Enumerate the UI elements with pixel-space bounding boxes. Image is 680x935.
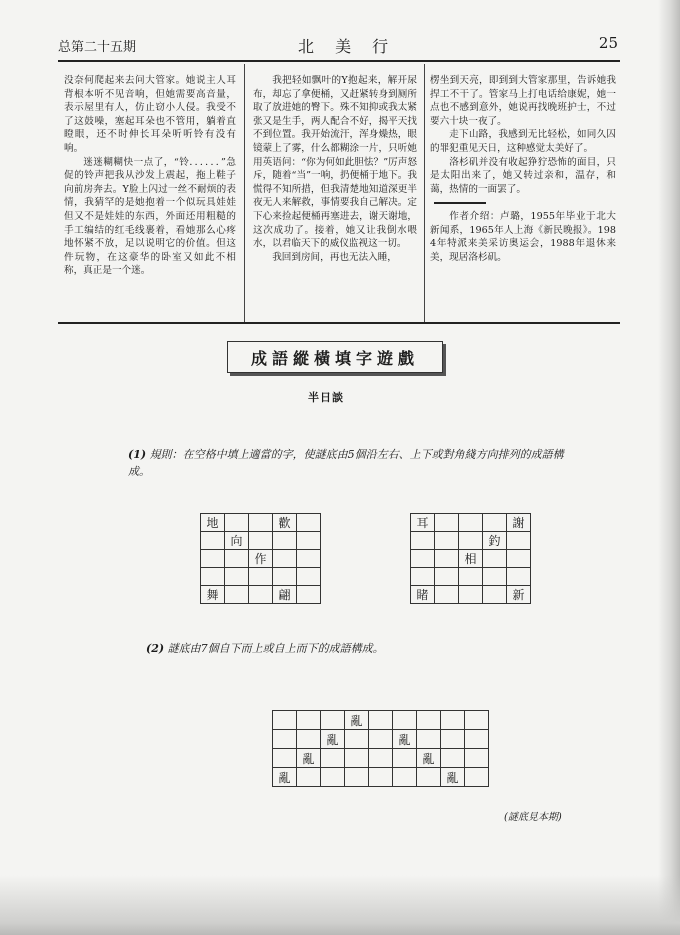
grid-cell-empty[interactable] bbox=[297, 550, 321, 568]
grid-cell-empty[interactable] bbox=[411, 568, 435, 586]
grid-cell-empty[interactable] bbox=[393, 749, 417, 768]
grid-cell-empty[interactable] bbox=[465, 730, 489, 749]
grid-cell-empty[interactable] bbox=[417, 768, 441, 787]
grid-cell-given: 作 bbox=[249, 550, 273, 568]
magazine-title: 北 美 行 bbox=[298, 37, 397, 56]
grid-cell-empty[interactable] bbox=[441, 730, 465, 749]
article-column-2 bbox=[253, 74, 417, 264]
grid-cell-empty[interactable] bbox=[273, 568, 297, 586]
grid-cell-empty[interactable] bbox=[417, 730, 441, 749]
grid-cell-empty[interactable] bbox=[441, 749, 465, 768]
page-bottom-shadow bbox=[0, 875, 680, 935]
grid-cell-empty[interactable] bbox=[435, 568, 459, 586]
grid-cell-given: 亂 bbox=[441, 768, 465, 787]
grid-cell-empty[interactable] bbox=[435, 532, 459, 550]
grid-cell-empty[interactable] bbox=[441, 711, 465, 730]
grid-cell-empty[interactable] bbox=[321, 711, 345, 730]
grid-cell-given: 亂 bbox=[417, 749, 441, 768]
grid-cell-given: 謝 bbox=[507, 514, 531, 532]
article-paragraph: 迷迷糊糊快一点了，“铃．．．．．．”急促的铃声把我从沙发上震起，拖上鞋子向前房奔去。Y脸上闪过一丝不耐烦的表情，我猜罕的是她抱着一个似玩具娃娃但又不是娃娃的东西，外面还用粗糙的手工编结的红毛线裹着，看她那么心疼地怀紧不放，足以说明它的价值。但这件玩物，在这豪华的卧室又如此不相称，真正是一个迷。 bbox=[64, 156, 236, 277]
issue-label: 总第二十五期 bbox=[58, 40, 137, 55]
grid-cell-empty[interactable] bbox=[297, 768, 321, 787]
grid-row bbox=[201, 586, 321, 604]
grid-cell-empty[interactable] bbox=[321, 768, 345, 787]
crossword-grid-c bbox=[272, 710, 489, 787]
rule-1-text: 規則：在空格中填上適當的字，使謎底由5個沿左右、上下或對角綫方向排列的成語構成。 bbox=[128, 448, 564, 478]
grid-cell-empty[interactable] bbox=[459, 532, 483, 550]
article-paragraph: 洛杉矶并没有收起狰狞恐怖的面目，只是太阳出来了，她又转过亲和，温存，和蔼，热情的一面罢了。 bbox=[430, 156, 616, 195]
grid-cell-empty[interactable] bbox=[459, 568, 483, 586]
grid-cell-empty[interactable] bbox=[369, 749, 393, 768]
grid-cell-empty[interactable] bbox=[393, 711, 417, 730]
grid-cell-given: 亂 bbox=[393, 730, 417, 749]
grid-row bbox=[201, 532, 321, 550]
grid-cell-empty[interactable] bbox=[393, 768, 417, 787]
article-column-1 bbox=[64, 74, 236, 278]
grid-cell-empty[interactable] bbox=[249, 514, 273, 532]
rule-2-text: 謎底由7個自下而上或自上而下的成語構成。 bbox=[167, 642, 384, 655]
grid-row bbox=[411, 586, 531, 604]
grid-cell-empty[interactable] bbox=[507, 550, 531, 568]
rule-1 bbox=[128, 446, 568, 480]
grid-cell-empty[interactable] bbox=[225, 514, 249, 532]
grid-cell-empty[interactable] bbox=[321, 749, 345, 768]
grid-row bbox=[201, 514, 321, 532]
grid-cell-empty[interactable] bbox=[345, 749, 369, 768]
puzzle-title-text: 成語縱橫填字遊戲 bbox=[250, 348, 419, 368]
grid-cell-empty[interactable] bbox=[369, 711, 393, 730]
grid-row bbox=[273, 768, 489, 787]
grid-cell-empty[interactable] bbox=[417, 711, 441, 730]
grid-cell-empty[interactable] bbox=[297, 568, 321, 586]
grid-cell-empty[interactable] bbox=[297, 532, 321, 550]
grid-cell-empty[interactable] bbox=[507, 568, 531, 586]
grid-cell-empty[interactable] bbox=[483, 514, 507, 532]
article-paragraph: 楞坐到天亮，即到到大管家那里，告诉她我捍工不干了。管家马上打电话给康妮，她一点也不感到意外，她说再找晚班护士，不过要六十块一夜了。 bbox=[430, 75, 616, 127]
grid-cell-empty[interactable] bbox=[201, 568, 225, 586]
grid-cell-given: 耳 bbox=[411, 514, 435, 532]
grid-cell-empty[interactable] bbox=[297, 730, 321, 749]
grid-cell-given: 新 bbox=[507, 586, 531, 604]
grid-cell-empty[interactable] bbox=[411, 532, 435, 550]
grid-cell-given: 釣 bbox=[483, 532, 507, 550]
grid-cell-empty[interactable] bbox=[273, 730, 297, 749]
grid-cell-empty[interactable] bbox=[435, 586, 459, 604]
grid-cell-empty[interactable] bbox=[369, 768, 393, 787]
puzzle-title bbox=[227, 341, 443, 373]
article-column-3 bbox=[430, 74, 616, 264]
grid-cell-empty[interactable] bbox=[459, 514, 483, 532]
article-paragraph: 我回到房间，再也无法入睡， bbox=[272, 251, 397, 263]
grid-cell-given: 亂 bbox=[273, 768, 297, 787]
grid-cell-empty[interactable] bbox=[297, 711, 321, 730]
grid-row bbox=[411, 514, 531, 532]
grid-cell-empty[interactable] bbox=[273, 550, 297, 568]
grid-cell-given: 歡 bbox=[273, 514, 297, 532]
grid-cell-empty[interactable] bbox=[249, 586, 273, 604]
grid-cell-empty[interactable] bbox=[465, 711, 489, 730]
page-edge-shadow bbox=[658, 0, 680, 935]
article-paragraph: 我把轻如飘叶的Y抱起来，解开尿布，却忘了拿便桶，又赶紧转身到厕所取了放进她的臀下。殊不知抑或我太紧张又是生手，两人配合不好，揭平天找不到位置。我开始流汗，浑身燥热，眼镜蒙上了雾，什么都糊涂一片，只听她用英语问：“你为何如此胆怯？”厉声怒斥，随着“当”一响，扔便桶于地下。我慌得不知所措，但我清楚地知道深更半夜无人来解救，事情要我自己解决。定下心来捡起便桶再塞进去，谢天谢地，这次成功了。接着，她又让我倒水喂水，以君临天下的威仪监视这一切。 bbox=[253, 75, 417, 250]
grid-row bbox=[411, 550, 531, 568]
grid-cell-empty[interactable] bbox=[297, 514, 321, 532]
grid-cell-empty[interactable] bbox=[201, 550, 225, 568]
crossword-grid-a bbox=[200, 513, 321, 604]
grid-cell-empty[interactable] bbox=[225, 550, 249, 568]
grid-cell-given: 地 bbox=[201, 514, 225, 532]
grid-cell-empty[interactable] bbox=[465, 768, 489, 787]
grid-cell-given: 向 bbox=[225, 532, 249, 550]
grid-cell-given: 相 bbox=[459, 550, 483, 568]
grid-cell-empty[interactable] bbox=[465, 749, 489, 768]
grid-cell-empty[interactable] bbox=[483, 586, 507, 604]
grid-cell-given: 亂 bbox=[345, 711, 369, 730]
grid-cell-given: 亂 bbox=[297, 749, 321, 768]
grid-cell-given: 亂 bbox=[321, 730, 345, 749]
grid-cell-empty[interactable] bbox=[435, 550, 459, 568]
grid-cell-empty[interactable] bbox=[483, 568, 507, 586]
rule-2 bbox=[146, 640, 566, 656]
running-header bbox=[58, 34, 618, 56]
grid-row bbox=[411, 568, 531, 586]
section-rule bbox=[58, 322, 620, 324]
grid-cell-empty[interactable] bbox=[273, 711, 297, 730]
grid-cell-empty[interactable] bbox=[507, 532, 531, 550]
article-paragraph: 没奈何爬起来去问大管家。她说主人耳背根本听不见音响，但她需要高音量，表示屋里有人，仿止窃小人侵。我受不了这鼓噪，塞起耳朵也不管用，躺着直瞪眼，还不时伸长耳朵听听铃有没有响。 bbox=[64, 75, 236, 154]
grid-cell-empty[interactable] bbox=[411, 550, 435, 568]
puzzle-author: 半日談 bbox=[308, 391, 344, 404]
grid-cell-empty[interactable] bbox=[225, 586, 249, 604]
answer-note: (謎底見本期) bbox=[504, 812, 562, 823]
article-paragraph: 走下山路，我感到无比轻松，如同久囚的罪犯重见天日，这种感觉太美好了。 bbox=[430, 129, 616, 154]
grid-cell-empty[interactable] bbox=[273, 749, 297, 768]
grid-cell-empty[interactable] bbox=[483, 550, 507, 568]
grid-cell-empty[interactable] bbox=[459, 586, 483, 604]
column-divider bbox=[244, 64, 245, 322]
grid-cell-empty[interactable] bbox=[435, 514, 459, 532]
grid-row bbox=[273, 749, 489, 768]
grid-cell-empty[interactable] bbox=[369, 730, 393, 749]
grid-cell-empty[interactable] bbox=[273, 532, 297, 550]
grid-cell-empty[interactable] bbox=[345, 730, 369, 749]
grid-cell-empty[interactable] bbox=[249, 532, 273, 550]
article-paragraph: 作者介绍：卢璐，1955年毕业于北大新闻系，1965年人上海《新民晚报》。1984年特派来美采访奥运会，1988年退休来美，现居洛杉矶。 bbox=[430, 210, 616, 263]
grid-row bbox=[201, 550, 321, 568]
rule-2-number: (2) bbox=[146, 642, 165, 655]
rule-1-number: (1) bbox=[128, 448, 147, 461]
grid-cell-given: 睹 bbox=[411, 586, 435, 604]
grid-cell-empty[interactable] bbox=[225, 568, 249, 586]
grid-cell-empty[interactable] bbox=[345, 768, 369, 787]
grid-row bbox=[201, 568, 321, 586]
grid-cell-given: 舞 bbox=[201, 586, 225, 604]
grid-cell-empty[interactable] bbox=[249, 568, 273, 586]
page-number: 25 bbox=[598, 34, 618, 52]
crossword-grid-b bbox=[410, 513, 531, 604]
grid-row bbox=[411, 532, 531, 550]
section-end-rule bbox=[434, 202, 486, 204]
grid-row bbox=[273, 711, 489, 730]
column-divider bbox=[424, 64, 425, 322]
grid-cell-empty[interactable] bbox=[297, 586, 321, 604]
grid-row bbox=[273, 730, 489, 749]
grid-cell-empty[interactable] bbox=[201, 532, 225, 550]
header-rule bbox=[58, 60, 620, 62]
grid-cell-given: 翩 bbox=[273, 586, 297, 604]
